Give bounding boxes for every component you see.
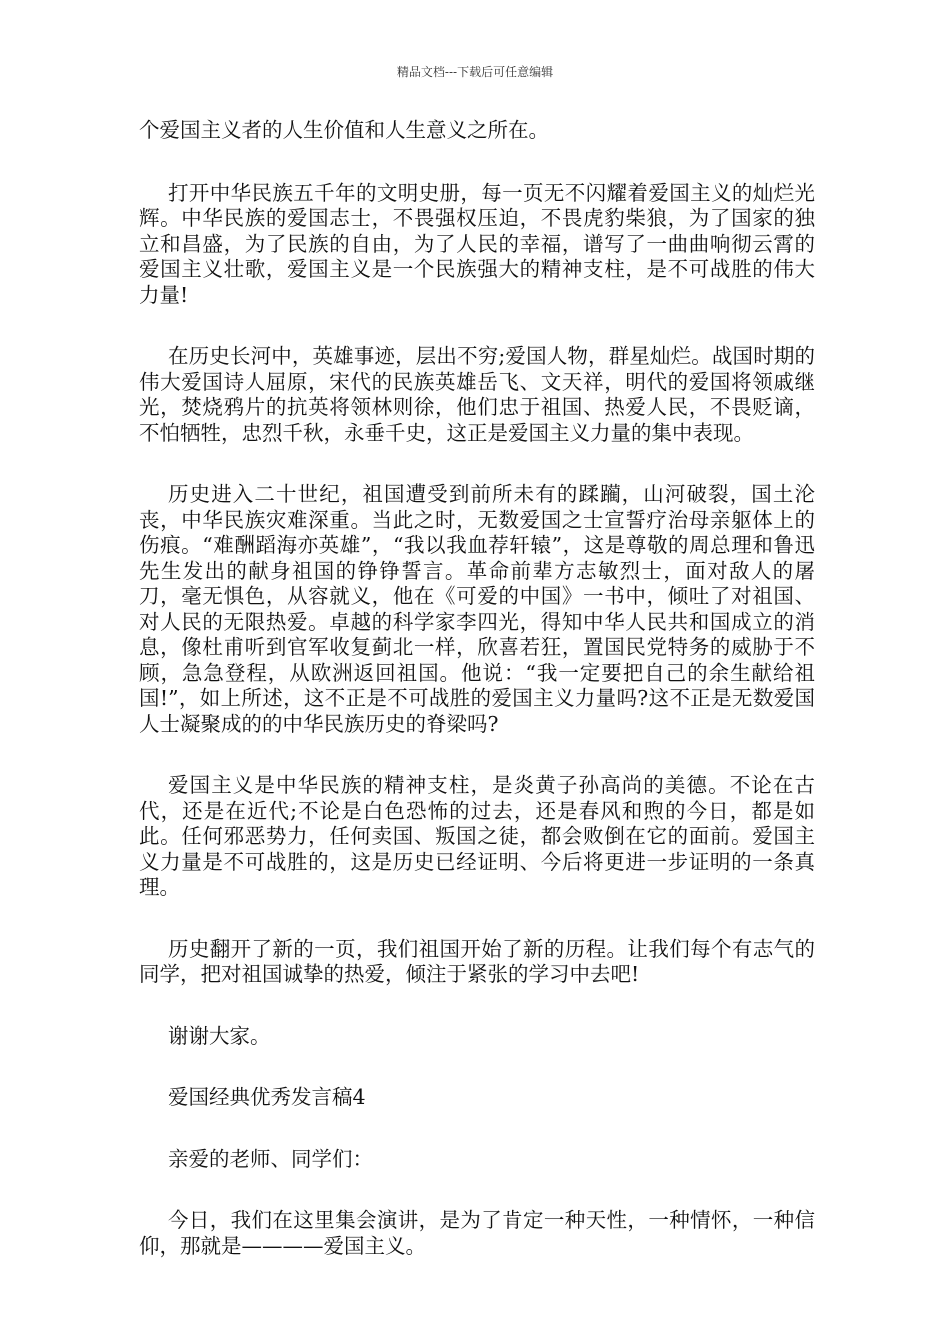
paragraph-history-glory: 打开中华民族五千年的文明史册，每一页无不闪耀着爱国主义的灿烂光辉。中华民族的爱国志士，不畏强权压迫，不畏虎豹柴狼，为了国家的独立和昌盛，为了民族的自由，为了人民的幸福，谱写了一曲曲响彻云霄的爱国主义壮歌，爱国主义是一个民族强大的精神支柱，是不可战胜的伟大力量! — [139, 180, 815, 307]
document-body — [139, 118, 815, 1295]
paragraph-opening: 今日，我们在这里集会演讲，是为了肯定一种天性，一种情怀，一种信仰，那就是————爱国主义。 — [139, 1208, 815, 1258]
paragraph-continuation: 个爱国主义者的人生价值和人生意义之所在。 — [139, 118, 549, 142]
page-header: 精品文档---下载后可任意编辑 — [396, 65, 554, 79]
paragraph-spiritual-pillar: 爱国主义是中华民族的精神支柱，是炎黄子孙高尚的美德。不论在古代，还是在近代;不论是白色恐怖的过去，还是春风和煦的今日，都是如此。任何邪恶势力，任何卖国、叛国之徒，都会败倒在它的面前。爱国主义力量是不可战胜的，这是历史已经证明、今后将更进一步证明的一条真理。 — [139, 773, 815, 899]
paragraph-twentieth-century: 历史进入二十世纪，祖国遭受到前所未有的蹂躏，山河破裂，国土沦丧，中华民族灾难深重。当此之时，无数爱国之士宣誓疗治母亲躯体上的伤痕。“难酬蹈海亦英雄”，“我以我血荐轩辕”，这是尊敬的周总理和鲁迅先生发出的献身祖国的铮铮誓言。革命前辈方志敏烈士，面对敌人的屠刀，毫无惧色，从容就义，他在《可爱的中国》一书中，倾吐了对祖国、对人民的无限热爱。卓越的科学家李四光，得知中华人民共和国成立的消息，像杜甫听到官军收复蓟北一样，欣喜若狂，置国民党特务的威胁于不顾，急急登程，从欧洲返回祖国。他说：“我一定要把自己的余生献给祖国!”，如上所述，这不正是不可战胜的爱国主义力量吗?这不正是无数爱国人士凝聚成的的中华民族历史的脊梁吗? — [139, 482, 815, 736]
paragraph-new-chapter: 历史翻开了新的一页，我们祖国开始了新的历程。让我们每个有志气的同学，把对祖国诚挚的热爱，倾注于紧张的学习中去吧! — [139, 936, 815, 986]
section-title: 爱国经典优秀发言稿4 — [168, 1085, 366, 1109]
paragraph-thanks: 谢谢大家。 — [168, 1023, 271, 1048]
paragraph-heroes: 在历史长河中，英雄事迹，层出不穷;爱国人物，群星灿烂。战国时期的伟大爱国诗人屈原，宋代的民族英雄岳飞、文天祥，明代的爱国将领戚继光，焚烧鸦片的抗英将领林则徐，他们忠于祖国、热爱人民，不畏贬谪，不怕牺牲，忠烈千秋，永垂千史，这正是爱国主义力量的集中表现。 — [139, 344, 815, 445]
salutation: 亲爱的老师、同学们： — [168, 1146, 373, 1171]
